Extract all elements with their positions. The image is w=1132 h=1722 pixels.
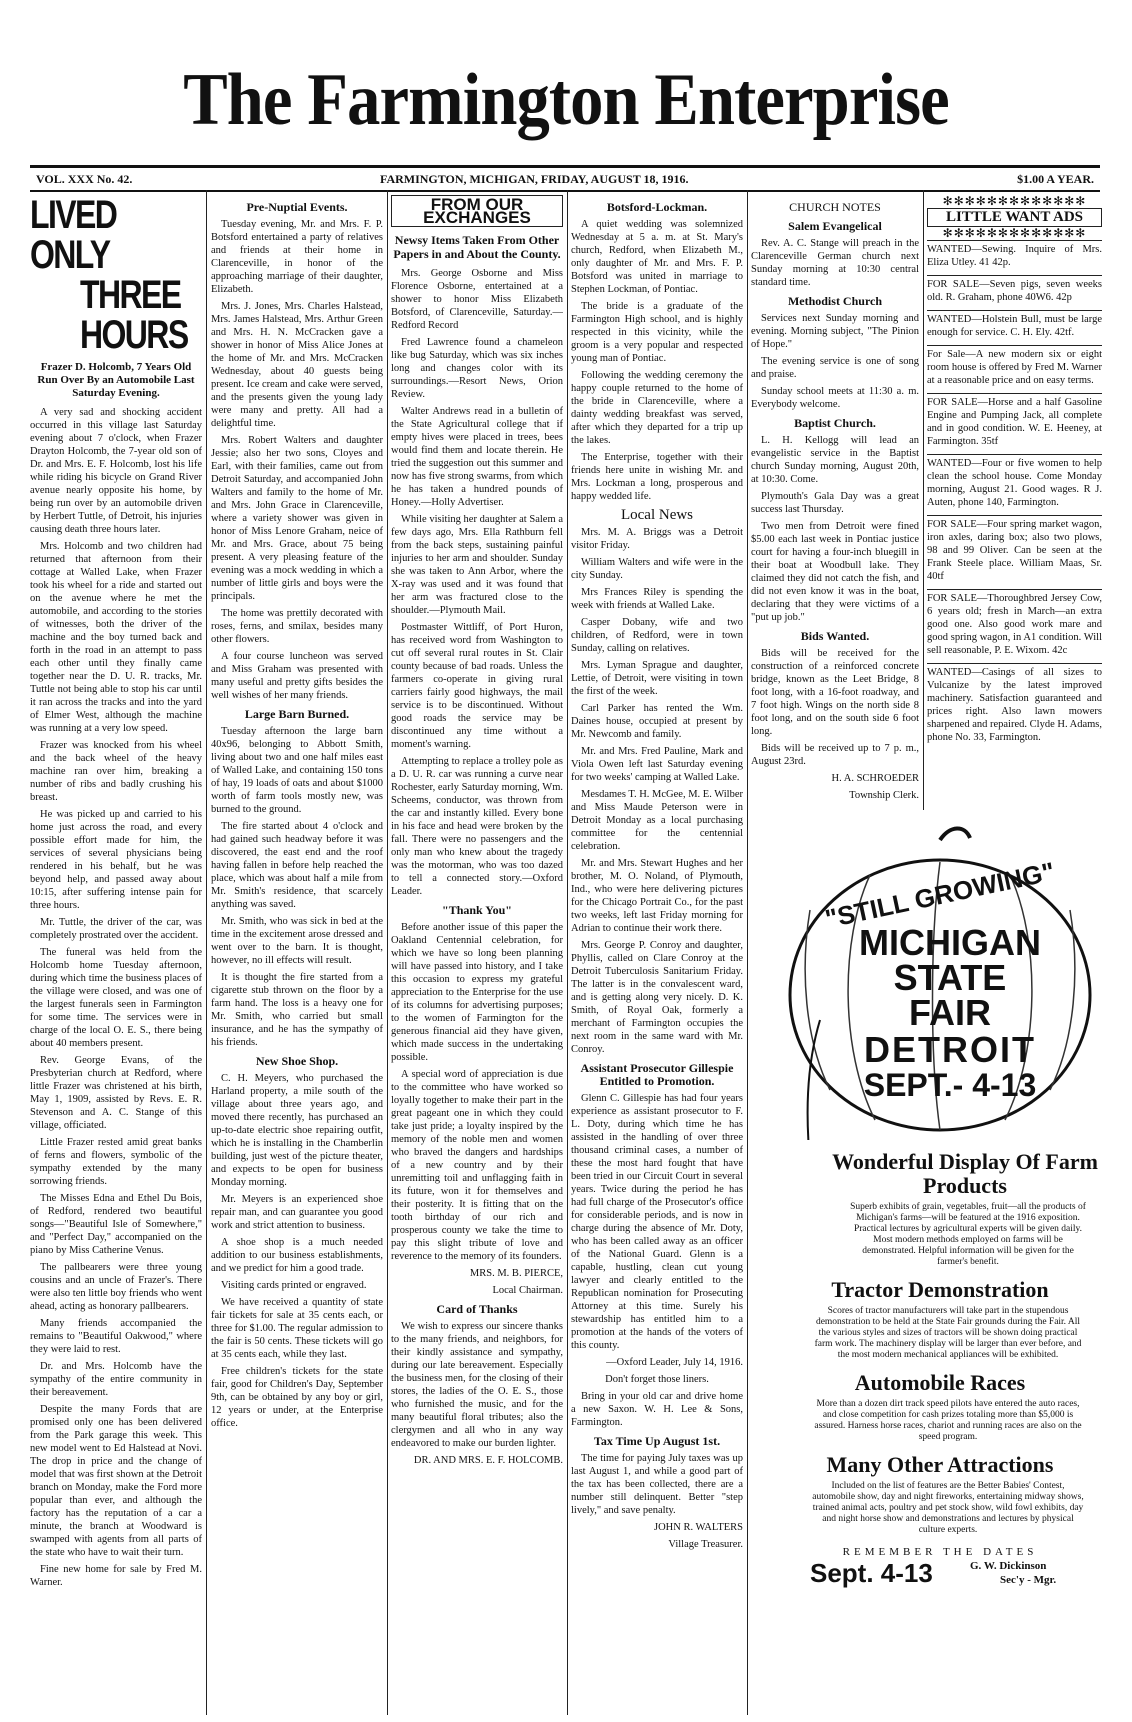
article-paragraph: Don't forget those liners.: [605, 1374, 709, 1385]
fair-dates: SEPT.- 4-13: [863, 1067, 1037, 1103]
article-paragraph: A shoe shop is a much needed addition to our business establishments, and we predict for him a good trade.: [211, 1237, 383, 1274]
article-paragraph: The Enterprise, together with their friends here unite in wishing Mr. and Mrs. Lockman a long, prosperous and happy wedded life.: [571, 452, 743, 502]
article-heading: New Shoe Shop.: [255, 1054, 339, 1068]
article-heading: Methodist Church: [787, 294, 883, 308]
article-paragraph: Mr. Tuttle, the driver of the car, was completely prostrated over the accident.: [30, 917, 202, 941]
signature-title: Local Chairman.: [492, 1285, 563, 1296]
section-heading: CHURCH NOTES: [789, 200, 881, 214]
article-paragraph: Dr. and Mrs. Holcomb have the sympathy of the entire community in their bereavement.: [30, 1361, 202, 1398]
article-paragraph: The Misses Edna and Ethel Du Bois, of Redford, rendered two beautiful songs—"Beautiful Isle of Somewhere," and "Perfect Day," accompanied on the piano by Miss Catherine Venus.: [30, 1193, 202, 1256]
state-fair-advertisement: [780, 820, 1100, 1715]
article-heading: Large Barn Burned.: [244, 707, 350, 721]
article-paragraph: C. H. Meyers, who purchased the Harland property, a mile south of the village about three years ago, and moved there recently, has purchased an up-to-date electric shoe repairing outfit, which he is installing in the Chamberlin building, just west of the picture theater, and expects to be open for business Monday morning.: [211, 1073, 383, 1188]
classified-ad: WANTED—Four or five women to help clean the school house. Come Monday morning, August 21. Good wages. R J. Auten, phone 140, Farmington.: [927, 454, 1102, 511]
ad-paragraph: Included on the list of features are the Better Babies' Contest, automobile show, day and night fireworks, entertaining midway shows, trained animal acts, poultry and pet stock show, wild fowl exhibits, day and night horse show and demonstrations and lectures by physical culture experts.: [812, 1481, 1084, 1535]
article-paragraph: The time for paying July taxes was up last August 1, and while a good part of the tax has been collected, there are a number still delinquent. Better "step lively," and save penalty.: [571, 1453, 743, 1516]
column-rule: [747, 190, 748, 1715]
volume-number: VOL. XXX No. 42.: [36, 172, 133, 186]
fair-manager: G. W. Dickinson: [970, 1560, 1047, 1572]
article-heading: Local News: [620, 507, 694, 523]
subscription-price: $1.00 A YEAR.: [1017, 172, 1094, 186]
article-heading: Botsford-Lockman.: [606, 200, 708, 214]
article-paragraph: We have received a quantity of state fair tickets for sale at 35 cents each, or three for $1.00. The regular admission to the fair is 50 cents. These tickets will go at 35 cents each, while they last.: [211, 1297, 383, 1360]
ad-paragraph: Superb exhibits of grain, vegetables, fruit—all the products of Michigan's farms—will be featured at the 1916 exposition. Practical lectures by agricultural experts will be given daily. Most modern methods employed on farms will be demonstrated. Helpful information will be given for the farmer's benefit.: [850, 1202, 1086, 1267]
classified-ad: WANTED—Casings of all sizes to Vulcanize by the latest improved machinery. Satisfaction guaranteed and prices right. Also lawn mowers sharpened and repaired. Clyde H. Adams, phone No. 33, Farmington.: [927, 663, 1102, 746]
article-deck: Frazer D. Holcomb, 7 Years Old Run Over By an Automobile Last Saturday Evening.: [37, 361, 195, 399]
headline-line-1: LIVED ONLY: [30, 195, 117, 277]
fair-name-line-3: FAIR: [908, 992, 991, 1033]
article-paragraph: Mr. and Mrs. Stewart Hughes and her brother, M. O. Noland, of Plymouth, Ind., who were here delivering pictures for the Chicago Portrait Co., for the past two weeks, left last Friday morning for Adrian to continue their work there.: [571, 858, 743, 934]
article-paragraph: He was picked up and carried to his home just across the road, and every possible effort made for him, the services of several physicians being rendered in his behalf, but he was beyond help, and passed away about 10:15, after suffering intense pain for three hours.: [30, 809, 202, 911]
article-paragraph: Mrs. George Osborne and Miss Florence Osborne, entertained at a shower to honor Miss Elizabeth Botsford, of Clarenceville, Saturday.—Redford Record: [391, 268, 563, 331]
article-paragraph: Mrs. J. Jones, Mrs. Charles Halstead, Mrs. James Halstead, Mrs. Arthur Green and Mrs. H. N. McCracken gave a shower in honor of Miss Alice Jones at the home of Mr. and Mrs. McCracken Wednesday, about 40 guests being present. Ice cream and cake were served, and the presents given the young lady were many and pretty. All had a delightful time.: [211, 301, 383, 429]
article-paragraph: Mrs Frances Riley is spending the week with friends at Walled Lake.: [571, 587, 743, 611]
article-paragraph: Mr. Meyers is an experienced shoe repair man, and can guarantee you good work and strict attention to business.: [211, 1194, 383, 1231]
fair-city: DETROIT: [864, 1029, 1036, 1070]
article-paragraph: The fire started about 4 o'clock and had gained such headway before it was discovered, the east end and the roof having fallen in before help reached the place, which was about half a mile from Mr. Smith's residence, that scarcely anything was saved.: [211, 821, 383, 910]
exchanges-banner: FROM OUR EXCHANGES: [391, 195, 563, 227]
article-paragraph: Glenn C. Gillespie has had four years experience as assistant prosecutor to F. L. Doty, during which time he has assisted in the handling of over three thousand criminal cases, a number of these the most hard fought that have been tried in our Circuit Court in several years. Twice during the period he has had full charge of the Prosecutor's office for considerable periods, and is now in charge during the absence of Mr. Doty, who has been called away as an officer of the National Guard. Glenn is a capable, hustling, clean cut young lawyer and clearly entitled to the Republican nomination for Prosecuting Attorney at this time. Surely his stewardship has entitled him to a promotion at the hands of the voters of this county.: [571, 1093, 743, 1351]
article-heading: Pre-Nuptial Events.: [246, 200, 348, 214]
article-paragraph: Mr. and Mrs. Fred Pauline, Mark and Viola Owen left last Saturday evening for two weeks' camping at Walled Lake.: [571, 746, 743, 783]
dateline-bar: [30, 165, 1100, 192]
footer-dates: Sept. 4-13: [810, 1558, 933, 1588]
signature: MRS. M. B. PIERCE,: [469, 1268, 563, 1279]
classified-ad: FOR SALE—Horse and a half Gasoline Engine and Pumping Jack, all complete and in good condition. W. E. Heeney, at Farmington. 35tf: [927, 393, 1102, 450]
place-date: FARMINGTON, MICHIGAN, FRIDAY, AUGUST 18, 1916.: [380, 172, 689, 186]
article-paragraph: Mr. Smith, who was sick in bed at the time in the excitement arose dressed and went over to the barn. It is thought, however, no ill effects will result.: [211, 916, 383, 966]
article-paragraph: Sunday school meets at 11:30 a. m. Everybody welcome.: [751, 386, 919, 410]
signature: JOHN R. WALTERS: [654, 1522, 743, 1533]
article-paragraph: Rev. A. C. Stange will preach in the Clarenceville German church next Sunday morning at 10:30 central standard time.: [751, 238, 919, 288]
article-paragraph: Bids will be received for the construction of a reinforced concrete bridge, known as the Leet Bridge, 8 foot long, with a 16-foot roadway, and 7 foot high. Wings on the north side 8 foot long, and on the south side 6 foot long.: [751, 648, 919, 737]
article-paragraph: Following the wedding ceremony the happy couple returned to the home of the bride in Clarenceville, where a dainty wedding breakfast was served, after which they departed for a trip up the lakes.: [571, 370, 743, 446]
article-paragraph: Mrs. Robert Walters and daughter Jessie; also her two sons, Cloyes and Earl, with their families, came out from Detroit Saturday, and accompanied John Walters and family to the home of Mr. and Mrs. John Grace in Clarenceville, where a variety shower was given in honor of Miss Lenore Graham, neice of Mr. and Mrs. Grace, about 75 being present. A very pleasing feature of the evening was a mock wedding in which a number of little girls and boys were the principals.: [211, 435, 383, 602]
article-paragraph: A quiet wedding was solemnized Wednesday at 5 a. m. at St. Mary's church, Redford, when Elizabeth M., only daughter of Mr. and Mrs. F. P. Botsford was united in marriage to Stephen Lockman, of Pontiac.: [571, 219, 743, 295]
ad-footer: [780, 1558, 1100, 1594]
article-paragraph: Bids will be received up to 7 p. m., August 23rd.: [751, 743, 919, 767]
article-paragraph: Many friends accompanied the remains to "Beautiful Oakwood," where they were laid to rest.: [30, 1318, 202, 1355]
ornament-border: ✻✻✻✻✻✻✻✻✻✻✻✻✻: [942, 195, 1087, 208]
fair-ad-body: [780, 1150, 1100, 1594]
exchanges-deck: Newsy Items Taken From Other Papers in and About the County.: [393, 233, 561, 261]
classified-ad: For Sale—A new modern six or eight room house is offered by Fred M. Warner at a reasonable price and on easy terms.: [927, 345, 1102, 389]
ad-heading: Automobile Races: [854, 1370, 1026, 1395]
signature: H. A. SCHROEDER: [831, 773, 919, 784]
column-rule: [387, 190, 388, 1715]
still-growing-text: "STILL GROWING": [822, 856, 1058, 934]
signature-title: Township Clerk.: [849, 790, 919, 801]
ad-heading: Tractor Demonstration: [831, 1277, 1049, 1302]
article-paragraph: The evening service is one of song and praise.: [751, 356, 919, 380]
article-paragraph: Despite the many Fords that are promised only one has been delivered from the Park garage this week. This new model went to Ed Halstead at Novi. The drop in price and the change of model that was first shown at the Detroit branch on Monday, make the Ford more popular than ever, and although the factory has the reputation of a car a minute, the branch at Woodward is swamped with agents from all parts of the state who have to wait their turn.: [30, 1404, 202, 1558]
column-5: [751, 195, 919, 815]
article-paragraph: The funeral was held from the Holcomb home Tuesday afternoon, during which time the business places of the village were closed, and was one of the largest funerals seen in Farmington for some time. The services were in charge of the local O. E. S., there being about 40 members present.: [30, 947, 202, 1049]
article-paragraph: Attempting to replace a trolley pole as a D. U. R. car was running a curve near Rochester, early Saturday morning, Wm. Scheems, conductor, was thrown from the car and instantly killed. Every bone in his face and head were broken by the fall. There were no passengers and the only man who knew about the tragedy was the motorman, who was too dazed to tell a connected story.—Oxford Leader.: [391, 756, 563, 897]
classified-ad: FOR SALE—Thoroughbred Jersey Cow, 6 years old; fresh in March—an extra good one. Also good work mare and good spring wagon, in A1 condition. Will sell reasonable, P. E. Wixom. 42c: [927, 589, 1102, 659]
article-paragraph: Mrs. M. A. Briggs was a Detroit visitor Friday.: [571, 527, 743, 551]
article-heading: "Thank You": [442, 903, 512, 917]
headline-line-2: THREE HOURS: [80, 273, 188, 357]
article-paragraph: Frazer was knocked from his wheel and the back wheel of the heavy machine ran over him, breaking a number of ribs and badly crushing his breast.: [30, 740, 202, 803]
article-paragraph: Mrs. George P. Conroy and daughter, Phyllis, called on Clare Conroy at the Detroit Tuberculosis Sanitarium Friday. The latter is in the convalescent ward, and is getting along very nicely. D. K. Smith, of Royal Oak, formerly a merchant of Farmington occupies the next room in the same ward with Mr. Conroy.: [571, 940, 743, 1055]
article-paragraph: Walter Andrews read in a bulletin of the State Agricultural college that if empty hives were placed in trees, bees would find them and locate therein. He tried the suggestion out this summer and now has five strong swarms, from which he has taken a hundred pounds of Honey.—Holly Advertiser.: [391, 406, 563, 508]
article-paragraph: Tuesday afternoon the large barn 40x96, belonging to Abbott Smith, living about two and one half miles east of Walled Lake, and containing 150 tons of hay, 19 loads of oats and about $1000 worth of farm tools mostly new, was burned to the ground.: [211, 726, 383, 815]
classified-ad: FOR SALE—Four spring market wagon, iron axles, daring box; also two plows, 98 and 99 Oliver. Can be seen at the Frank Steele place. William Maas, Sr. 40tf: [927, 515, 1102, 585]
article-paragraph: While visiting her daughter at Salem a few days ago, Mrs. Ella Rathburn fell from the back steps, sustaining painful injuries to her arm and shoulder. Sunday she was taken to Ann Arbor, where the X-ray was used and it was found that her arm was fractured close to the shoulder.—Plymouth Mail.: [391, 514, 563, 616]
fair-manager-title: Sec'y - Mgr.: [1000, 1574, 1057, 1586]
article-paragraph: Carl Parker has rented the Wm. Daines house, occupied at present by Mr. Newcomb and family.: [571, 703, 743, 740]
article-paragraph: A special word of appreciation is due to the committee who have worked so loyally together to make their part in the great pageant one in which they could take just pride; a loyalty inspired by the memory of the noble men and women who braved the dangers and hardships of a new country and by their unremitting toil and unflagging faith in its future, won it for themselves and their posterity. It is fitting that on the tooth birthday of our rich and prosperous county we take the time to pay this slight tribute of love and reverence to the memory of its founders.: [391, 1069, 563, 1262]
masthead-title: The Farmington Enterprise: [183, 59, 949, 141]
fair-name-line-2: STATE: [893, 957, 1007, 998]
ornament-border: ✻✻✻✻✻✻✻✻✻✻✻✻✻: [942, 226, 1087, 240]
article-paragraph: The bride is a graduate of the Farmington High school, and is highly respected in this vicinity, while the groom is a very popular and respected young man of Pontiac.: [571, 301, 743, 364]
column-rule: [923, 190, 924, 810]
article-paragraph: It is thought the fire started from a cigarette stub thrown on the floor by a farm hand. The loss is a heavy one for Mr. Smith, who carried but small insurance, and he has the sympathy of his friends.: [211, 972, 383, 1048]
article-paragraph: Casper Dobany, wife and two children, of Redford, were in town Sunday, calling on relatives.: [571, 617, 743, 654]
article-paragraph: The pallbearers were three young cousins and an uncle of Frazer's. There were also ten little boy friends who went ahead, acting as honorary pallbearers.: [30, 1262, 202, 1312]
article-paragraph: We wish to express our sincere thanks to the many friends, and neighbors, for their kindly assistance and sympathy, during our late bereavement. Especially the business men, for the closing of their stores, the ladies of the O. E. S., those who furnished the music, and for the many beautiful floral tributes; also the clergymen and all who in any way endeavored to make our burden lighter.: [391, 1321, 563, 1449]
article-paragraph: Tuesday evening, Mr. and Mrs. F. P. Botsford entertained a party of relatives and friends at their home in Clarenceville, in honor of the approaching marriage of their daughter, Elizabeth.: [211, 219, 383, 295]
article-paragraph: William Walters and wife were in the city Sunday.: [571, 557, 743, 581]
article-paragraph: Mrs. Lyman Sprague and daughter, Lettie, of Detroit, were visiting in town the first of the week.: [571, 660, 743, 697]
ad-paragraph: More than a dozen dirt track speed pilots have entered the auto races, and close competition for cash prizes totaling more than $5,000 is assured. Harness horse races, chariot and running races are also on the speed program.: [814, 1399, 1082, 1442]
article-paragraph: Plymouth's Gala Day was a great success last Thursday.: [751, 491, 919, 515]
article-heading: Baptist Church.: [794, 416, 876, 430]
article-heading: Bids Wanted.: [800, 629, 870, 643]
article-heading: Tax Time Up August 1st.: [593, 1434, 721, 1448]
column-rule: [567, 190, 568, 1715]
article-paragraph: Free children's tickets for the state fair, good for Children's Day, September 9th, can be obtained by any boy or girl, 12 years or under, at the Enterprise office.: [211, 1366, 383, 1429]
article-paragraph: The home was prettily decorated with roses, ferns, and smilax, besides many other flowers.: [211, 608, 383, 645]
article-paragraph: A four course luncheon was served and Miss Graham was presented with many useful and pretty gifts besides the well wishes of her many friends.: [211, 651, 383, 701]
article-paragraph: A very sad and shocking accident occurred in this village last Saturday evening about 7 o'clock, when Frazer Drayton Holcomb, the 7-year old son of Dr. and Mrs. E. F. Holcomb, lost his life while riding his bicycle on Grand River avenue nearly opposite his home, by being run over by an automobile driven by Herbert Tuttle, of Detroit, his injuries causing death three hours later.: [30, 407, 202, 535]
article-paragraph: Fine new home for sale by Fred M. Warner.: [30, 1564, 202, 1588]
article-heading: Salem Evangelical: [788, 219, 882, 233]
article-heading: Card of Thanks: [436, 1302, 518, 1316]
signature: DR. AND MRS. E. F. HOLCOMB.: [413, 1455, 563, 1466]
article-paragraph: Before another issue of this paper the Oakland Centennial celebration, for which we have so long been planning will have passed into history, and I take this occasion to express my grateful appreciation to the Enterprise for the use of its columns for advertising purposes; to the women of Farmington for the generous financial aid they have given, which made success in the undertaking possible.: [391, 922, 563, 1063]
ad-heading: Many Other Attractions: [826, 1452, 1054, 1477]
article-paragraph: L. H. Kellogg will lead an evangelistic service in the Baptist church Sunday morning, August 20th, at 10:30. Come.: [751, 435, 919, 485]
article-heading: Assistant Prosecutor Gillespie Entitled to Promotion.: [580, 1061, 734, 1088]
classified-ad: WANTED—Holstein Bull, must be large enough for service. C. H. Ely. 42tf.: [927, 310, 1102, 341]
article-paragraph: Bring in your old car and drive home a new Saxon. W. H. Lee & Sons, Farmington.: [571, 1391, 743, 1428]
article-paragraph: Rev. George Evans, of the Presbyterian church at Redford, where little Frazer was christened at his birth, May 1, 1909, assisted by Revs. E. R. Stevenson and A. C. Stange of this village, officiated.: [30, 1055, 202, 1131]
column-3: [391, 195, 563, 1715]
column-2: [211, 195, 383, 1715]
column-6: [927, 195, 1102, 815]
column-4: [571, 195, 743, 1715]
article-paragraph: Services next Sunday morning and evening. Morning subject, "The Pinion of Hope.": [751, 313, 919, 350]
remember-dates: REMEMBER THE DATES: [842, 1546, 1038, 1558]
article-paragraph: Mrs. Holcomb and two children had returned that afternoon from their cottage at Walled Lake, when Frazer took his wheel for a ride and started out on the avenue where he met the automobile, and according to the stories of witnesses, both the driver of the machine and the boy turned back and forth in the road in an attempt to pass each other until they finally came together near the D. U. R. tracks, Mr. Tuttle not being able to stop his car until it ran across the tracks and into the yard of Elmer West, although the machine was running at a very low speed.: [30, 541, 202, 734]
article-paragraph: Postmaster Wittliff, of Port Huron, has received word from Washington to cut off several rural routes in St. Clair county because of bad roads. Unless the farmers co-operate in giving rural carriers fairly good highways, the mail service is to be discontinued. Without good roads the service may be discontinued any time without a moment's warning.: [391, 622, 563, 750]
article-paragraph: Fred Lawrence found a chameleon like bug Saturday, which was six inches long and changes color with its surroundings.—Resort News, Orion Review.: [391, 337, 563, 400]
fair-name-line-1: MICHIGAN: [859, 922, 1041, 963]
column-1: [30, 195, 202, 1715]
article-paragraph: Little Frazer rested amid great banks of ferns and flowers, symbolic of the sympathy extended by the many sorrowing friends.: [30, 1137, 202, 1187]
classified-ad: WANTED—Sewing. Inquire of Mrs. Eliza Utley. 41 42p.: [927, 240, 1102, 271]
signature-title: Village Treasurer.: [668, 1539, 743, 1550]
article-paragraph: —Oxford Leader, July 14, 1916.: [606, 1357, 743, 1368]
article-paragraph: Mesdames T. H. McGee, M. E. Wilber and Miss Maude Peterson were in Detroit Monday as a local purchasing committee for the centennial celebration.: [571, 789, 743, 852]
ad-heading: Wonderful Display Of Farm Products: [832, 1149, 1098, 1198]
want-ads-banner: LITTLE WANT ADS: [927, 208, 1102, 227]
column-rule: [206, 190, 207, 1715]
article-paragraph: Two men from Detroit were fined $5.00 each last week in Pontiac justice court for having a four-inch bluegill in their boat at Woodbull lake. They claimed they did not catch the fish, and did not even know it was in the boat, declaring that they were victims of a "put up job.": [751, 521, 919, 623]
classified-ad: FOR SALE—Seven pigs, seven weeks old. R. Graham, phone 40W6. 42p: [927, 275, 1102, 306]
article-paragraph: Visiting cards printed or engraved.: [221, 1280, 367, 1291]
ad-paragraph: Scores of tractor manufacturers will take part in the stupendous demonstration to be held at the State Fair grounds during the Fair. All the various styles and sizes of tractors will be shown doing practical farm work. The machinery display will be larger than ever before, and the most modern mechanical appliances will be exhibited.: [814, 1306, 1082, 1360]
